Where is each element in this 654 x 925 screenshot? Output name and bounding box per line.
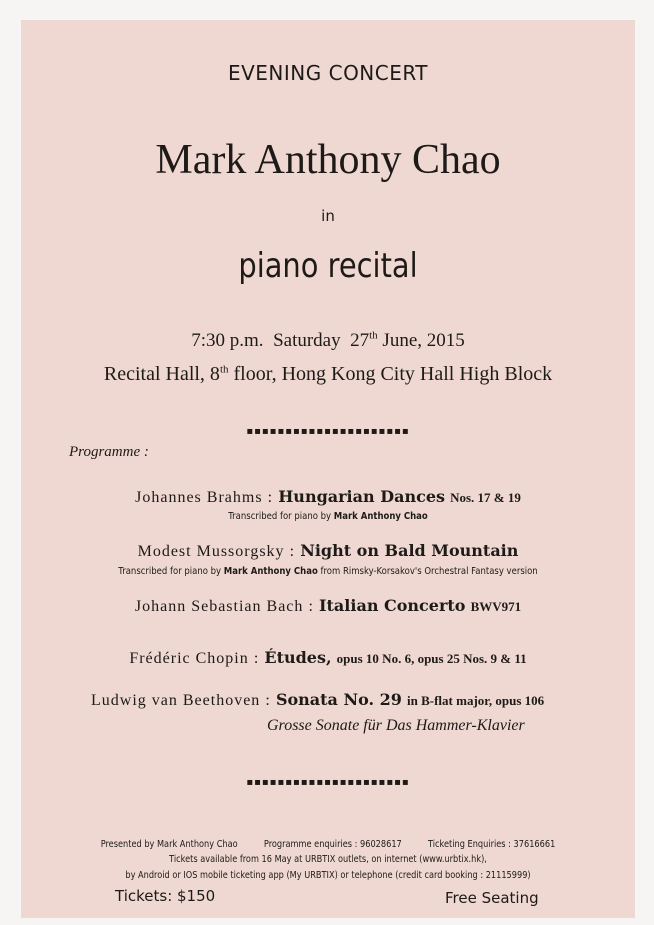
separator: :: [265, 692, 271, 709]
ticket-availability: Tickets available from 16 May at URBTIX outlets, on internet (www.urbtix.hk),: [169, 854, 487, 865]
work-detail: BWV971: [470, 599, 522, 614]
day-suffix: th: [369, 329, 378, 342]
ticket-channels: by Android or IOS mobile ticketing app (My URBTIX) or telephone (credit card booking : 21115999): [125, 870, 531, 881]
programme-item-mussorgsky: [21, 541, 635, 561]
programme-item-bach: [21, 596, 635, 616]
work-title: Hungarian Dances: [278, 487, 446, 506]
footer-contacts: [76, 839, 579, 850]
composer: Frédéric Chopin: [129, 650, 249, 667]
separator: :: [308, 598, 314, 615]
divider-top: ▪▪▪▪▪▪▪▪▪▪▪▪▪▪▪▪▪▪▪▪▪: [246, 426, 410, 437]
separator: :: [253, 650, 260, 667]
transcription-note: [67, 511, 589, 522]
composer: Johannes Brahms: [135, 489, 263, 506]
work-subtitle: Grosse Sonate für Das Hammer-Klavier: [267, 717, 525, 734]
in-word: in: [321, 207, 335, 225]
composer: Ludwig van Beethoven: [91, 692, 261, 709]
work-title: Night on Bald Mountain: [300, 541, 519, 560]
day: 27: [350, 330, 370, 351]
presented-by: Presented by Mark Anthony Chao: [100, 839, 238, 850]
floor-suffix: th: [219, 363, 229, 376]
note-source: from Rimsky-Korsakov's Orchestral Fantasy version: [320, 566, 538, 577]
seating-info: Free Seating: [445, 889, 539, 907]
programme-item-brahms: [21, 487, 635, 507]
event-type: piano recital: [238, 246, 418, 286]
work-title: Études,: [264, 648, 332, 667]
date-time: [21, 330, 635, 352]
note-name: Mark Anthony Chao: [223, 566, 318, 577]
programme-item-beethoven: [91, 690, 544, 710]
note-text: Transcribed for piano by: [118, 566, 222, 577]
programme-label: Programme :: [69, 444, 149, 460]
composer: Modest Mussorgsky: [137, 543, 285, 560]
note-text: Transcribed for piano by: [228, 511, 332, 522]
event-kicker: EVENING CONCERT: [227, 61, 429, 85]
separator: :: [267, 489, 274, 506]
venue-post: floor, Hong Kong City Hall High Block: [233, 363, 553, 385]
weekday: Saturday: [273, 330, 341, 351]
concert-poster: [21, 20, 635, 918]
separator: :: [289, 543, 296, 560]
work-title: Sonata No. 29: [275, 690, 402, 709]
venue: [21, 363, 635, 386]
programme-item-chopin: [21, 648, 635, 668]
work-title: Italian Concerto: [319, 596, 466, 615]
ticket-price: Tickets: $150: [115, 887, 216, 905]
work-detail: opus 10 No. 6, opus 25 Nos. 9 & 11: [336, 651, 527, 666]
work-detail: Nos. 17 & 19: [450, 490, 521, 505]
divider-bottom: ▪▪▪▪▪▪▪▪▪▪▪▪▪▪▪▪▪▪▪▪▪: [246, 777, 410, 788]
month-year: June, 2015: [382, 330, 465, 351]
ticketing-enquiries: Ticketing Enquiries : 37616661: [428, 839, 556, 850]
venue-pre: Recital Hall, 8: [103, 363, 220, 385]
transcription-note: [67, 566, 589, 577]
note-name: Mark Anthony Chao: [333, 511, 428, 522]
programme-enquiries: Programme enquiries : 96028617: [263, 839, 402, 850]
composer: Johann Sebastian Bach: [134, 598, 304, 615]
time: 7:30 p.m.: [191, 330, 264, 351]
performer-name: Mark Anthony Chao: [155, 137, 501, 183]
work-detail: in B-flat major, opus 106: [407, 693, 545, 708]
